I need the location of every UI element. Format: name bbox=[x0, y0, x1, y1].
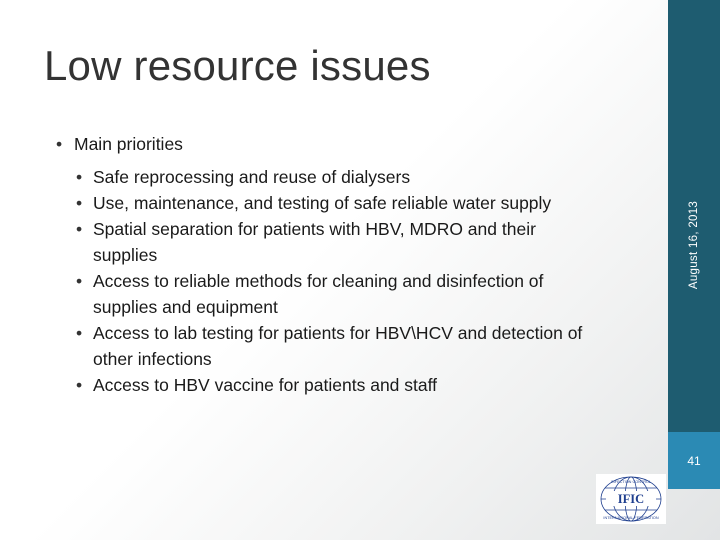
sub-bullet-text: Access to HBV vaccine for patients and staff bbox=[93, 375, 438, 395]
bullet-icon: • bbox=[76, 323, 83, 343]
sub-bullet bbox=[56, 320, 596, 372]
ific-logo bbox=[596, 474, 666, 524]
page-number: 41 bbox=[687, 453, 701, 468]
sub-bullet-text: Spatial separation for patients with HBV, MDRO and their supplies bbox=[93, 219, 536, 265]
sub-bullet bbox=[56, 216, 596, 268]
slide-title: Low resource issues bbox=[44, 42, 431, 89]
slide-content bbox=[56, 132, 596, 398]
sub-bullet bbox=[56, 268, 596, 320]
sub-bullet-text: Access to lab testing for patients for HBV\HCV and detection of other infections bbox=[93, 323, 583, 369]
page-number-box bbox=[668, 432, 720, 489]
logo-top-text: INFECTION CONTROL bbox=[610, 480, 652, 484]
bullet-icon: • bbox=[76, 271, 83, 291]
logo-bottom-text: INTERNATIONAL FEDERATION bbox=[603, 516, 659, 520]
sub-bullet bbox=[56, 372, 596, 398]
logo-name: IFIC bbox=[617, 492, 645, 506]
date-text: August 16, 2013 bbox=[688, 200, 700, 290]
sub-bullet-text: Use, maintenance, and testing of safe reliable water supply bbox=[93, 193, 552, 213]
sub-bullet bbox=[56, 164, 596, 190]
sub-bullet bbox=[56, 190, 596, 216]
bullet-icon: • bbox=[76, 219, 83, 239]
bullet-icon: • bbox=[76, 167, 83, 187]
sub-bullet-text: Safe reprocessing and reuse of dialysers bbox=[93, 167, 411, 187]
date-label bbox=[680, 200, 708, 290]
bullet-icon: • bbox=[76, 375, 83, 395]
main-bullet: • Main priorities bbox=[56, 132, 596, 156]
sub-bullet-text: Access to reliable methods for cleaning and disinfection of supplies and equipment bbox=[93, 271, 544, 317]
bullet-icon: • bbox=[76, 193, 83, 213]
sub-bullet-list bbox=[56, 164, 596, 398]
